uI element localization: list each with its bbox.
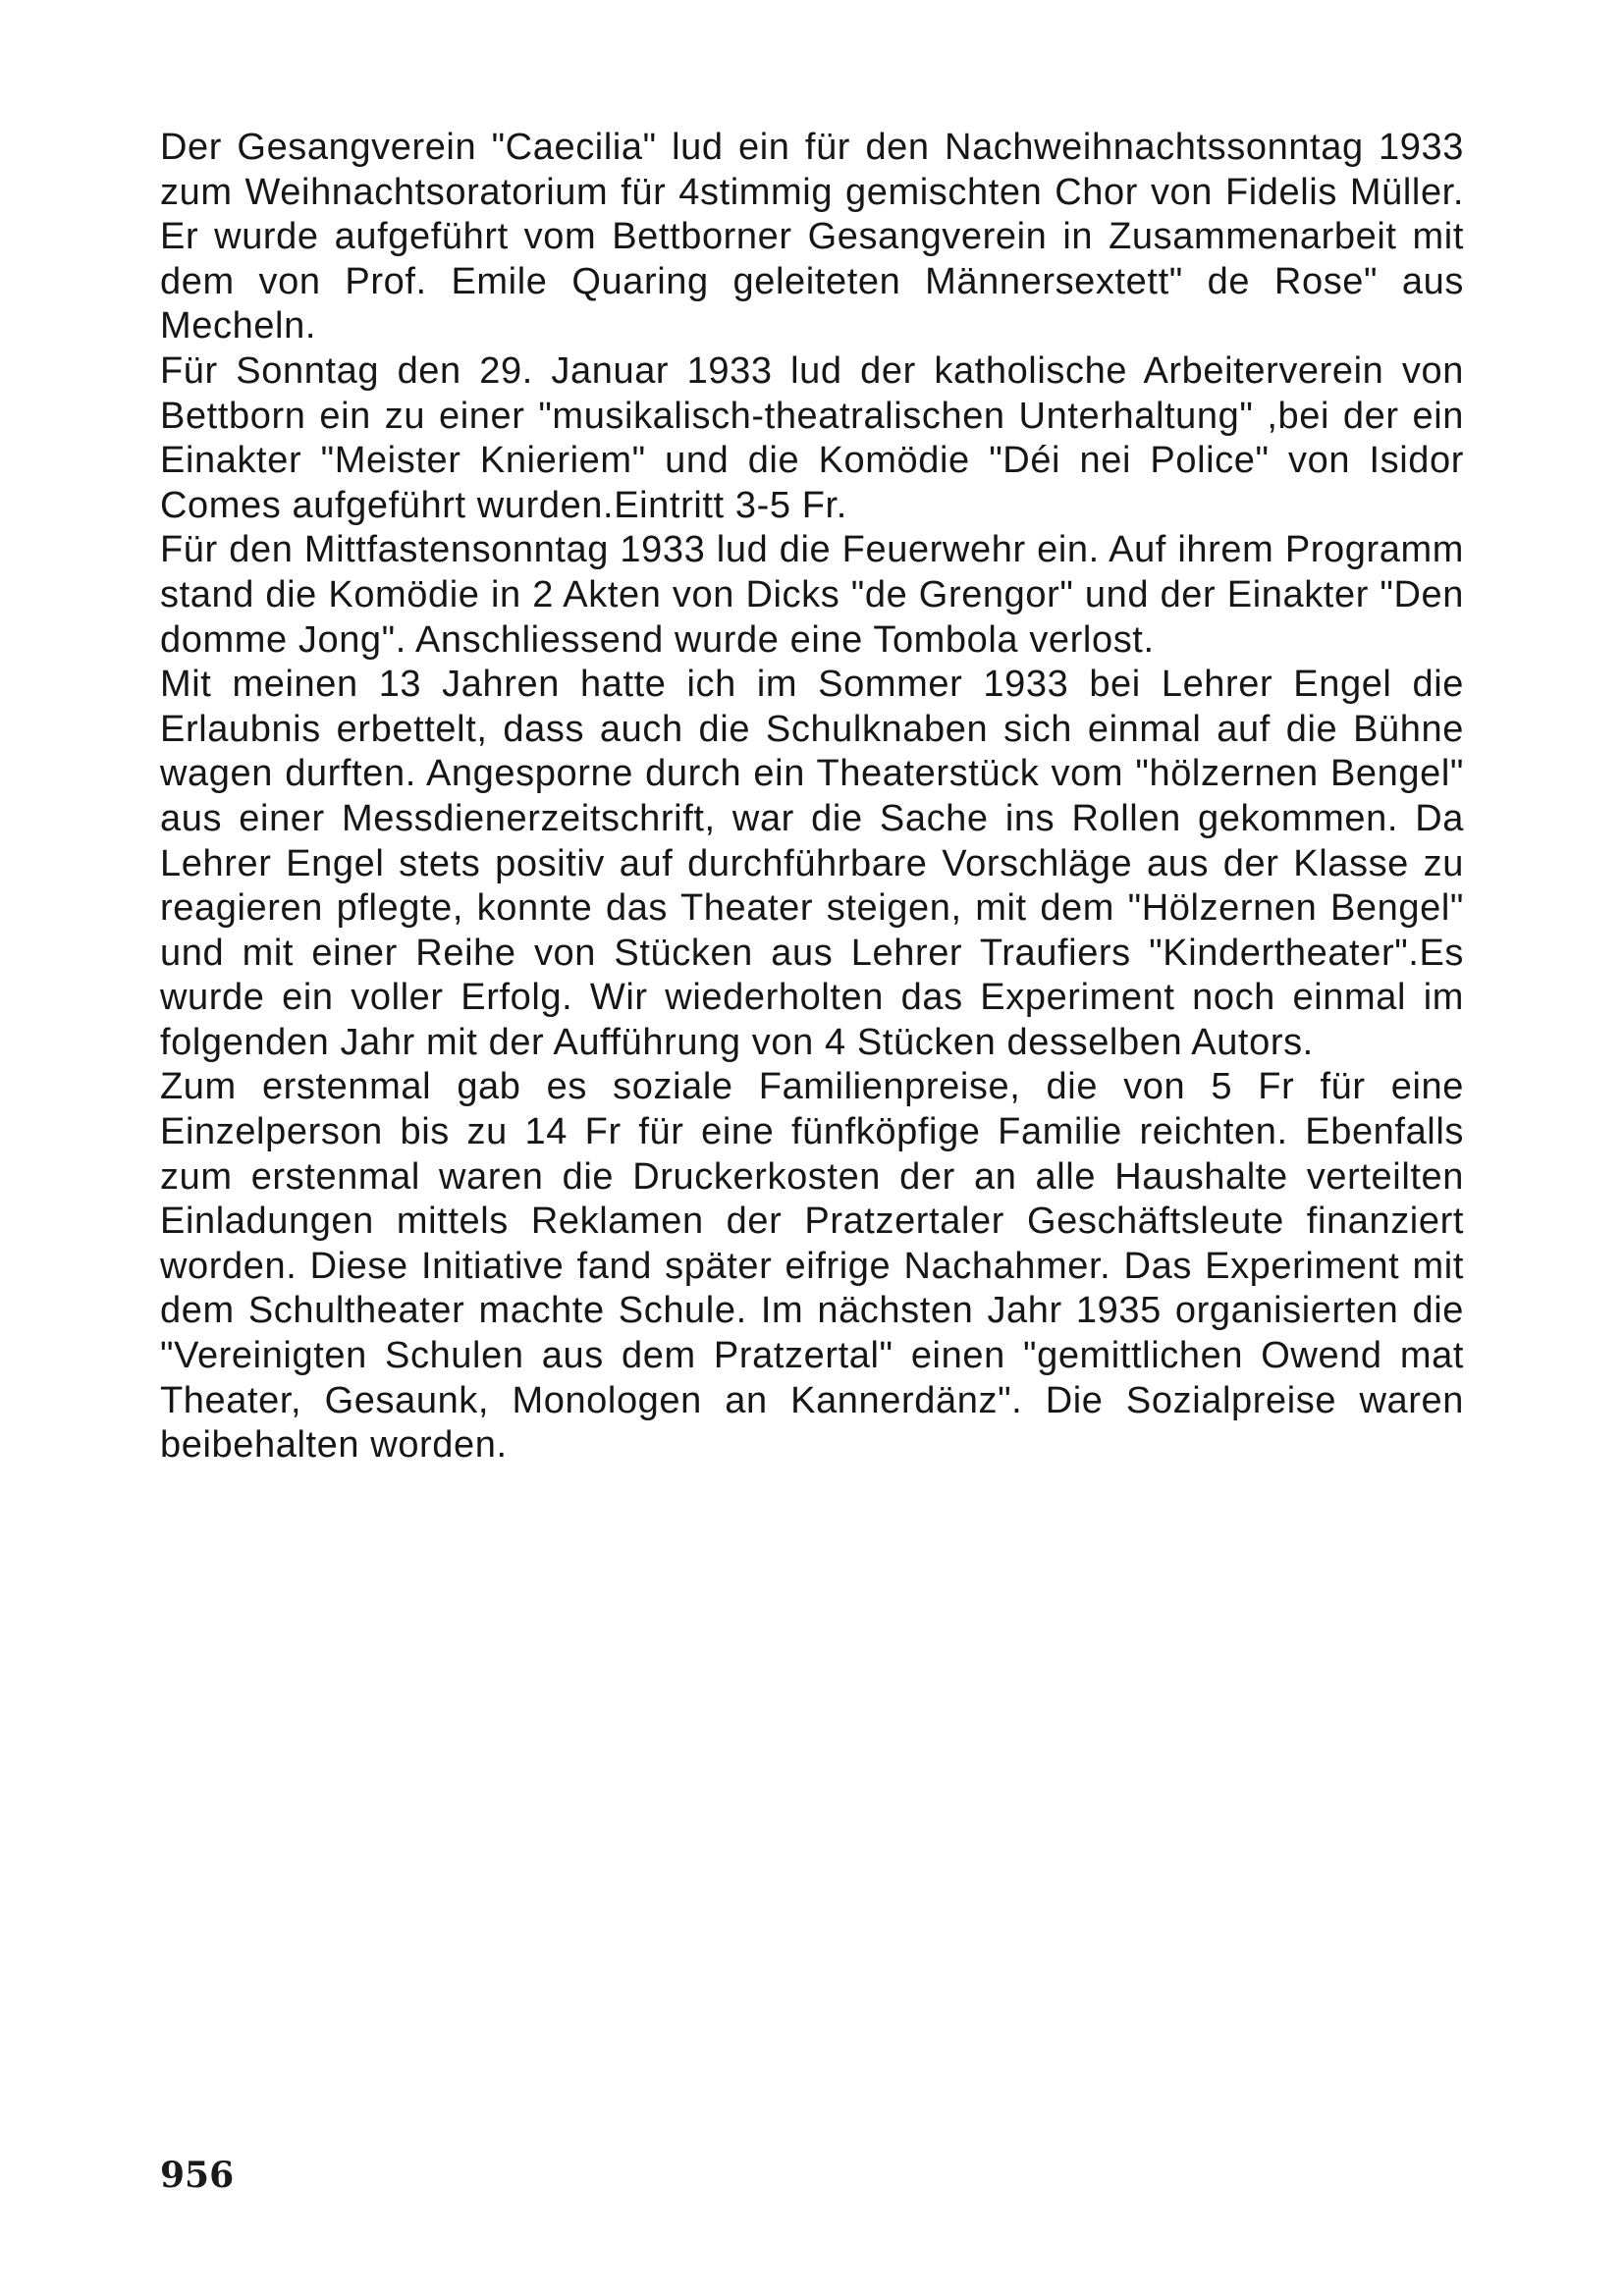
page-number: 956	[160, 2155, 235, 2196]
body-text	[160, 126, 1464, 1468]
paragraph-schultheater: Mit meinen 13 Jahren hatte ich im Sommer 1933 bei Lehrer Engel die Erlaubnis erbettelt, dass auch die Schulknaben sich einmal auf die Bühne wagen durften. Angesporne durch ein Theaterstück vom "hölzernen Bengel" aus einer Messdienerzeitschrift, war die Sache ins Rollen gekommen. Da Lehrer Engel stets positiv auf durchführbare Vorschläge aus der Klasse zu reagieren pflegte, konnte das Theater steigen, mit dem "Hölzernen Bengel" und mit einer Reihe von Stücken aus Lehrer Traufiers "Kindertheater".Es wurde ein voller Erfolg. Wir wiederholten das Experiment noch einmal im folgenden Jahr mit der Aufführung von 4 Stücken desselben Autors.	[160, 664, 1464, 1063]
paragraph-arbeiterverein: Für Sonntag den 29. Januar 1933 lud der katholische Arbeiterverein von Bettborn ein zu einer "musikalisch-theatralischen Unterhaltung" ,bei der ein Einakter "Meister Knieriem" und die Komödie "Déi nei Police" von Isidor Comes aufgeführt wurden.Eintritt 3-5 Fr.	[160, 349, 1464, 526]
paragraph-feuerwehr: Für den Mittfastensonntag 1933 lud die Feuerwehr ein. Auf ihrem Programm stand die Komödie in 2 Akten von Dicks "de Grengor" und der Einakter "Den domme Jong". Anschliessend wurde eine Tombola verlost.	[160, 529, 1464, 661]
paragraph-familienpreise: Zum erstenmal gab es soziale Familienpreise, die von 5 Fr für eine Einzelperson bis zu 14 Fr für eine fünfköpfige Familie reichten. Ebenfalls zum erstenmal waren die Druckerkosten der an alle Haushalte verteilten Einladungen mittels Reklamen der Pratzertaler Geschäftsleute finanziert worden. Diese Initiative fand später eifrige Nachahmer. Das Experiment mit dem Schultheater machte Schule. Im nächsten Jahr 1935 organisierten die "Vereinigten Schulen aus dem Pratzertal" einen "gemittlichen Owend mat Theater, Gesaunk, Monologen an Kannerdänz". Die Sozialpreise waren beibehalten worden.	[160, 1066, 1464, 1467]
paragraph-gesangverein-caecilia: Der Gesangverein "Caecilia" lud ein für den Nachweihnachtssonntag 1933 zum Weihnachtsoratorium für 4stimmig gemischten Chor von Fidelis Müller. Er wurde aufgeführt vom Bettborner Gesangverein in Zusammenarbeit mit dem von Prof. Emile Quaring geleiteten Männersextett" de Rose" aus Mecheln.	[160, 127, 1464, 347]
